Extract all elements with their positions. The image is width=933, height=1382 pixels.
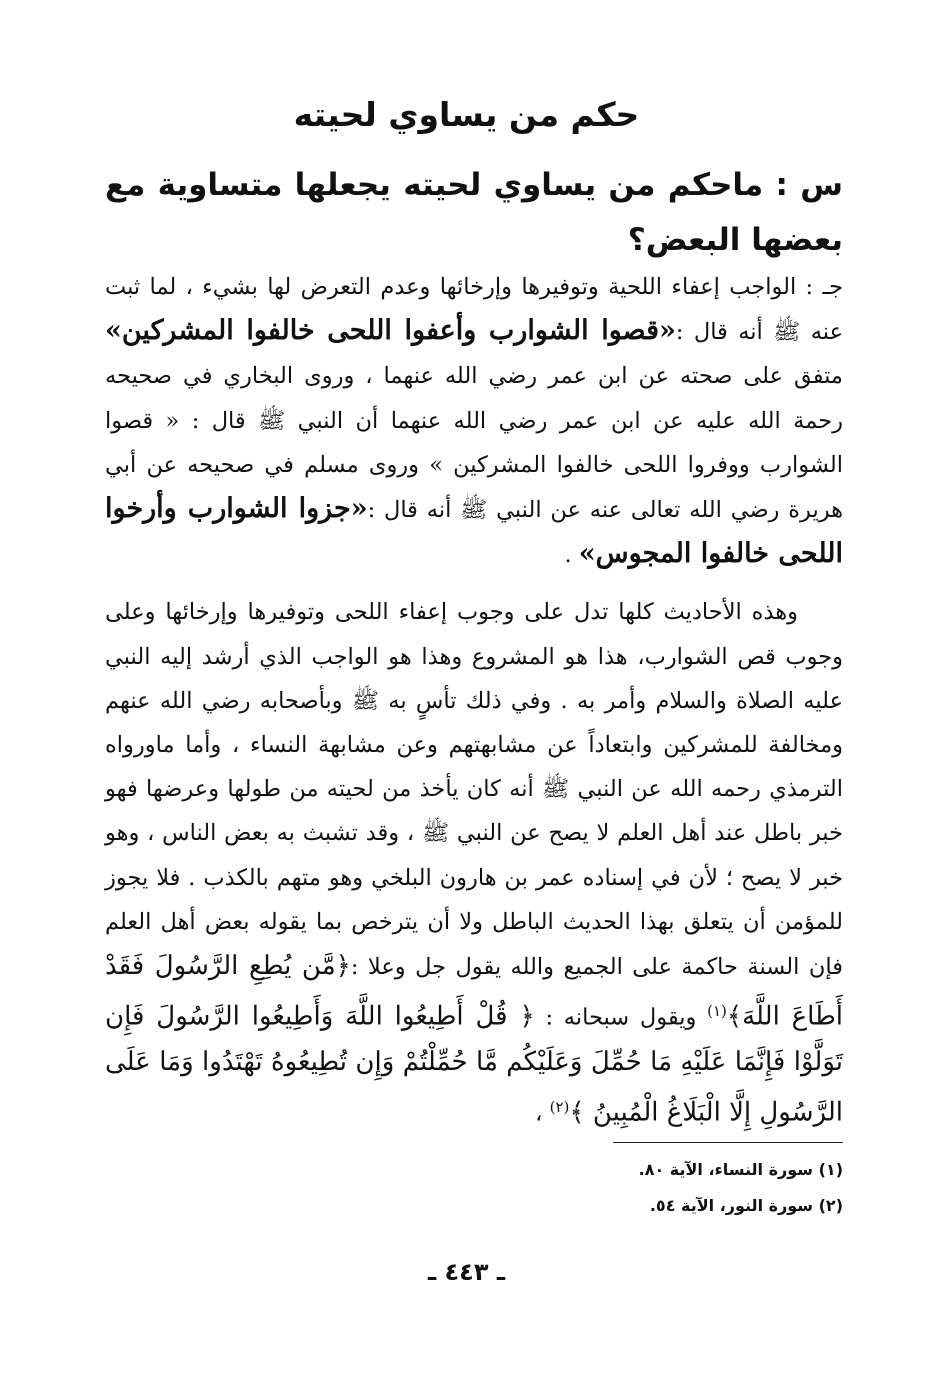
answer-text-1b: متفق على صحته عن ابن عمر رضي الله عنهما ، وروى البخاري في صحيحه رحمة الله عليه عن ابن عمر رضي الله عنهما أن النبي ﷺ قال : « قصوا الشوارب ووفروا اللحى خالفوا المشركين » وروى مسلم في صحيحه عن أبي هريرة رضي الله تعالى عنه عن النبي ﷺ أنه قال : <box>105 363 843 524</box>
answer-text-1-end: . <box>564 542 579 569</box>
answer-text-2b: ويقول سبحانه : <box>534 1004 708 1031</box>
quran-verse-1: ﴿مَّن يُطِعِ الرَّسُولَ فَقَدْ أَطَاعَ اللَّهَ﴾ <box>105 951 843 1032</box>
quran-verse-2: ﴿ قُلْ أَطِيعُوا اللَّهَ وَأَطِيعُوا الرَّسُولَ فَإِن تَوَلَّوْا فَإِنَّمَا عَلَيْهِ مَا حُمِّلَ وَعَلَيْكُم مَّا حُمِّلْتُمْ وَإِن تُطِيعُوهُ تَهْتَدُوا وَمَا عَلَى الرَّسُولِ إِلَّا الْبَلَاغُ الْمُبِينُ ﴾ <box>105 1001 843 1128</box>
page-title: حكم من يساوي لحيته <box>293 95 640 134</box>
answer-paragraph-1 <box>105 265 843 577</box>
footnote-2: (٢) سورة النور، الآية ٥٤. <box>649 1196 843 1215</box>
footnote-1: (١) سورة النساء، الآية ٨٠. <box>638 1160 843 1179</box>
answer-paragraph-2 <box>105 590 843 1135</box>
answer-body <box>105 265 843 1136</box>
answer-text-2a: وهذه الأحاديث كلها تدل على وجوب إعفاء اللحى وتوفيرها وإرخائها وعلى وجوب قص الشوارب، هذا هو المشروع وهذا هو الواجب الذي أرشد إليه النبي عليه الصلاة والسلام وأمر به . وفي ذلك تأسٍ به ﷺ وبأصحابه رضي الله عنهم ومخالفة للمشركين وابتعاداً عن مشابهتهم وعن مشابهة النساء ، وأما ماورواه الترمذي رحمه الله عن النبي ﷺ أنه كان يأخذ من لحيته من طولها وعرضها فهو خبر باطل عند أهل العلم لا يصح عن النبي ﷺ ، وقد تشبث به بعض الناس ، وهو خبر لا يصح ؛ لأن في إسناده عمر بن هارون البلخي وهو متهم بالكذب . فلا يجوز للمؤمن أن يتعلق بهذا الحديث الباطل ولا أن يترخص بما يقوله بعض أهل العلم فإن السنة حاكمة على الجميع والله يقول جل وعلا : <box>105 599 843 981</box>
page-number: ـ ٤٤٣ ـ <box>427 1258 506 1286</box>
hadith-quote-1: «قصوا الشوارب وأعفوا اللحى خالفوا المشركين» <box>105 315 676 347</box>
answer-text-1a: جـ : الواجب إعفاء اللحية وتوفيرها وإرخائها وعدم التعرض لها بشيء ، لما ثبت عنه ﷺ أنه قال : <box>105 274 843 346</box>
footnotes <box>400 1152 843 1224</box>
footnote-divider <box>613 1142 843 1143</box>
question-text: س : ماحكم من يساوي لحيته يجعلها متساوية مع بعضها البعض؟ <box>105 167 843 258</box>
footnote-ref-2: (٢) <box>549 1098 570 1117</box>
hadith-quote-2: «جزوا الشوارب وأرخوا اللحى خالفوا المجوس» <box>105 493 843 570</box>
footnote-ref-1: (١) <box>707 1002 727 1021</box>
answer-text-2-end: ، <box>535 1100 550 1127</box>
